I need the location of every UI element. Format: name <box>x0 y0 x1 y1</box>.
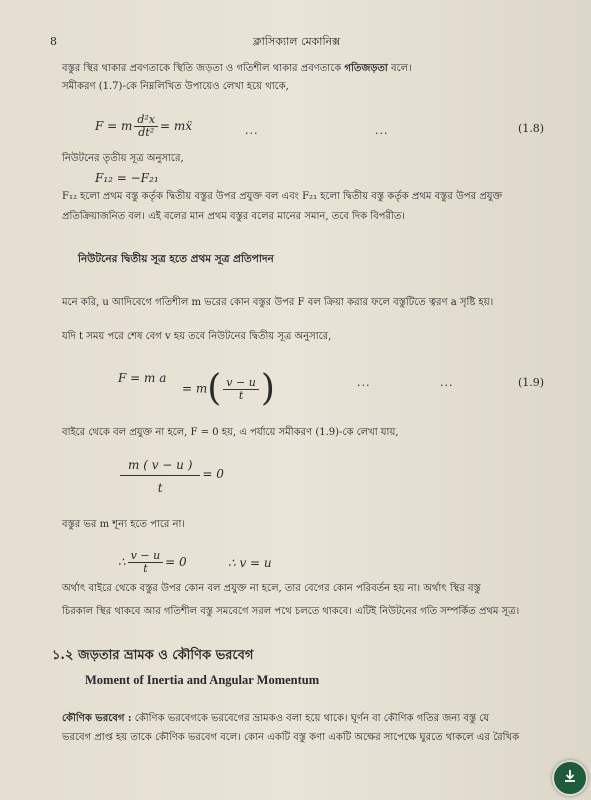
paragraph-line: মনে করি, u আদিবেগে গতিশীল m ভরের কোন বস্তুর উপর F বল ক্রিয়া করার ফলে বস্তুটিতে ত্বরণ a সৃষ্টি হয়। <box>62 297 494 308</box>
equation-therefore-2: ∴ v = u <box>228 556 272 570</box>
equation-number: (1.9) <box>518 376 545 389</box>
equation-1-8: F = m $\frac{\text{d²x}}{\text{dt²}}$ = mẍ <box>95 113 193 139</box>
equation-zero: $\frac{m ( v - u )}{t}$ = 0 <box>118 455 224 494</box>
paragraph-line: F₁₂ হলো প্রথম বস্তু কর্তৃক দ্বিতীয় বস্তুর উপর প্রযুক্ত বল এবং F₂₁ হলো দ্বিতীয় বস্তু কর্তৃক প্রথম বস্তুর উপর প্রযুক্ত <box>62 191 503 202</box>
bold-term: গতিজড়তা <box>344 63 388 74</box>
paragraph-line: সমীকরণ (1.7)-কে নিম্নলিখিত উপায়েও লেখা হয়ে থাকে, <box>62 81 289 92</box>
paragraph-line: যদি t সময় পরে শেষ বেগ v হয় তবে নিউটনের দ্বিতীয় সূত্র অনুসারে, <box>62 331 332 342</box>
equation-number: (1.8) <box>518 122 545 135</box>
paragraph-line: বস্তুর ভর m শূন্য হতে পারে না। <box>62 519 185 530</box>
download-icon <box>562 768 578 788</box>
equation-third-law: F₁₂ = −F₂₁ <box>95 171 159 185</box>
paragraph-line: কৌণিক ভরবেগ : কৌণিক ভরবেগকে ভরবেগের ভ্রামকও বলা হয়ে থাকে। ঘূর্ণন বা কৌণিক গতির জন্য বস্তু যে <box>62 713 490 724</box>
section-heading: নিউটনের দ্বিতীয় সূত্র হতে প্রথম সূত্র প্রতিপাদন <box>78 253 274 265</box>
section-title-bn: ১.২ জড়তার ভ্রামক ও কৌণিক ভরবেগ <box>52 648 254 663</box>
paragraph-line: ভরবেগ প্রাপ্ত হয় তাকে কৌণিক ভরবেগ বলে। কোন একটি বস্তু কণা একটি অক্ষের সাপেক্ষে ঘুরতে থাকলে এর রৈখিক <box>62 732 520 743</box>
paragraph-line: অর্থাৎ বাইরে থেকে বস্তুর উপর কোন বল প্রযুক্ত না হলে, তার বেগের কোন পরিবর্তন হয় না। অর্থাৎ স্থির বস্তু <box>62 583 481 594</box>
section-title-en: Moment of Inertia and Angular Momentum <box>85 673 320 687</box>
equation-dots: ... <box>440 376 454 389</box>
page-number: 8 <box>50 35 57 48</box>
paragraph-line: চিরকাল স্থির থাকবে আর গতিশীল বস্তু সমবেগে সরল পথে চলতে থাকবে। এটিই নিউটনের গতি সম্পর্কিত প্রথম সূত্র। <box>62 606 520 617</box>
equation-dots: ... <box>375 124 389 137</box>
paragraph-line: নিউটনের তৃতীয় সূত্র অনুসারে, <box>62 153 184 164</box>
equation-1-9-mid: = m( $\frac{v - u}{t}$ ) <box>182 368 275 409</box>
equation-dots: ... <box>357 376 371 389</box>
bold-term: কৌণিক ভরবেগ : <box>62 713 132 724</box>
paragraph-line: বস্তুর স্থির থাকার প্রবণতাকে স্থিতি জড়তা ও গতিশীল থাকার প্রবণতাকে গতিজড়তা বলে। <box>62 63 412 74</box>
paragraph-line: প্রতিক্রিয়াজনিত বল। এই বলের মান প্রথম বস্তুর বলের মানের সমান, তবে দিক বিপরীত। <box>62 211 405 222</box>
paragraph-line: বাইরে থেকে বল প্রযুক্ত না হলে, F = 0 হয়, এ পর্যায়ে সমীকরণ (1.9)-কে লেখা যায়, <box>62 427 399 438</box>
running-title: ক্লাসিক্যাল মেকানিক্স <box>253 35 341 48</box>
equation-1-9-lhs: F = m a <box>118 371 167 385</box>
equation-therefore-1: ∴ $\frac{v - u}{t}$ = 0 <box>118 549 187 575</box>
equation-dots: ... <box>245 124 259 137</box>
download-badge[interactable] <box>552 760 588 796</box>
